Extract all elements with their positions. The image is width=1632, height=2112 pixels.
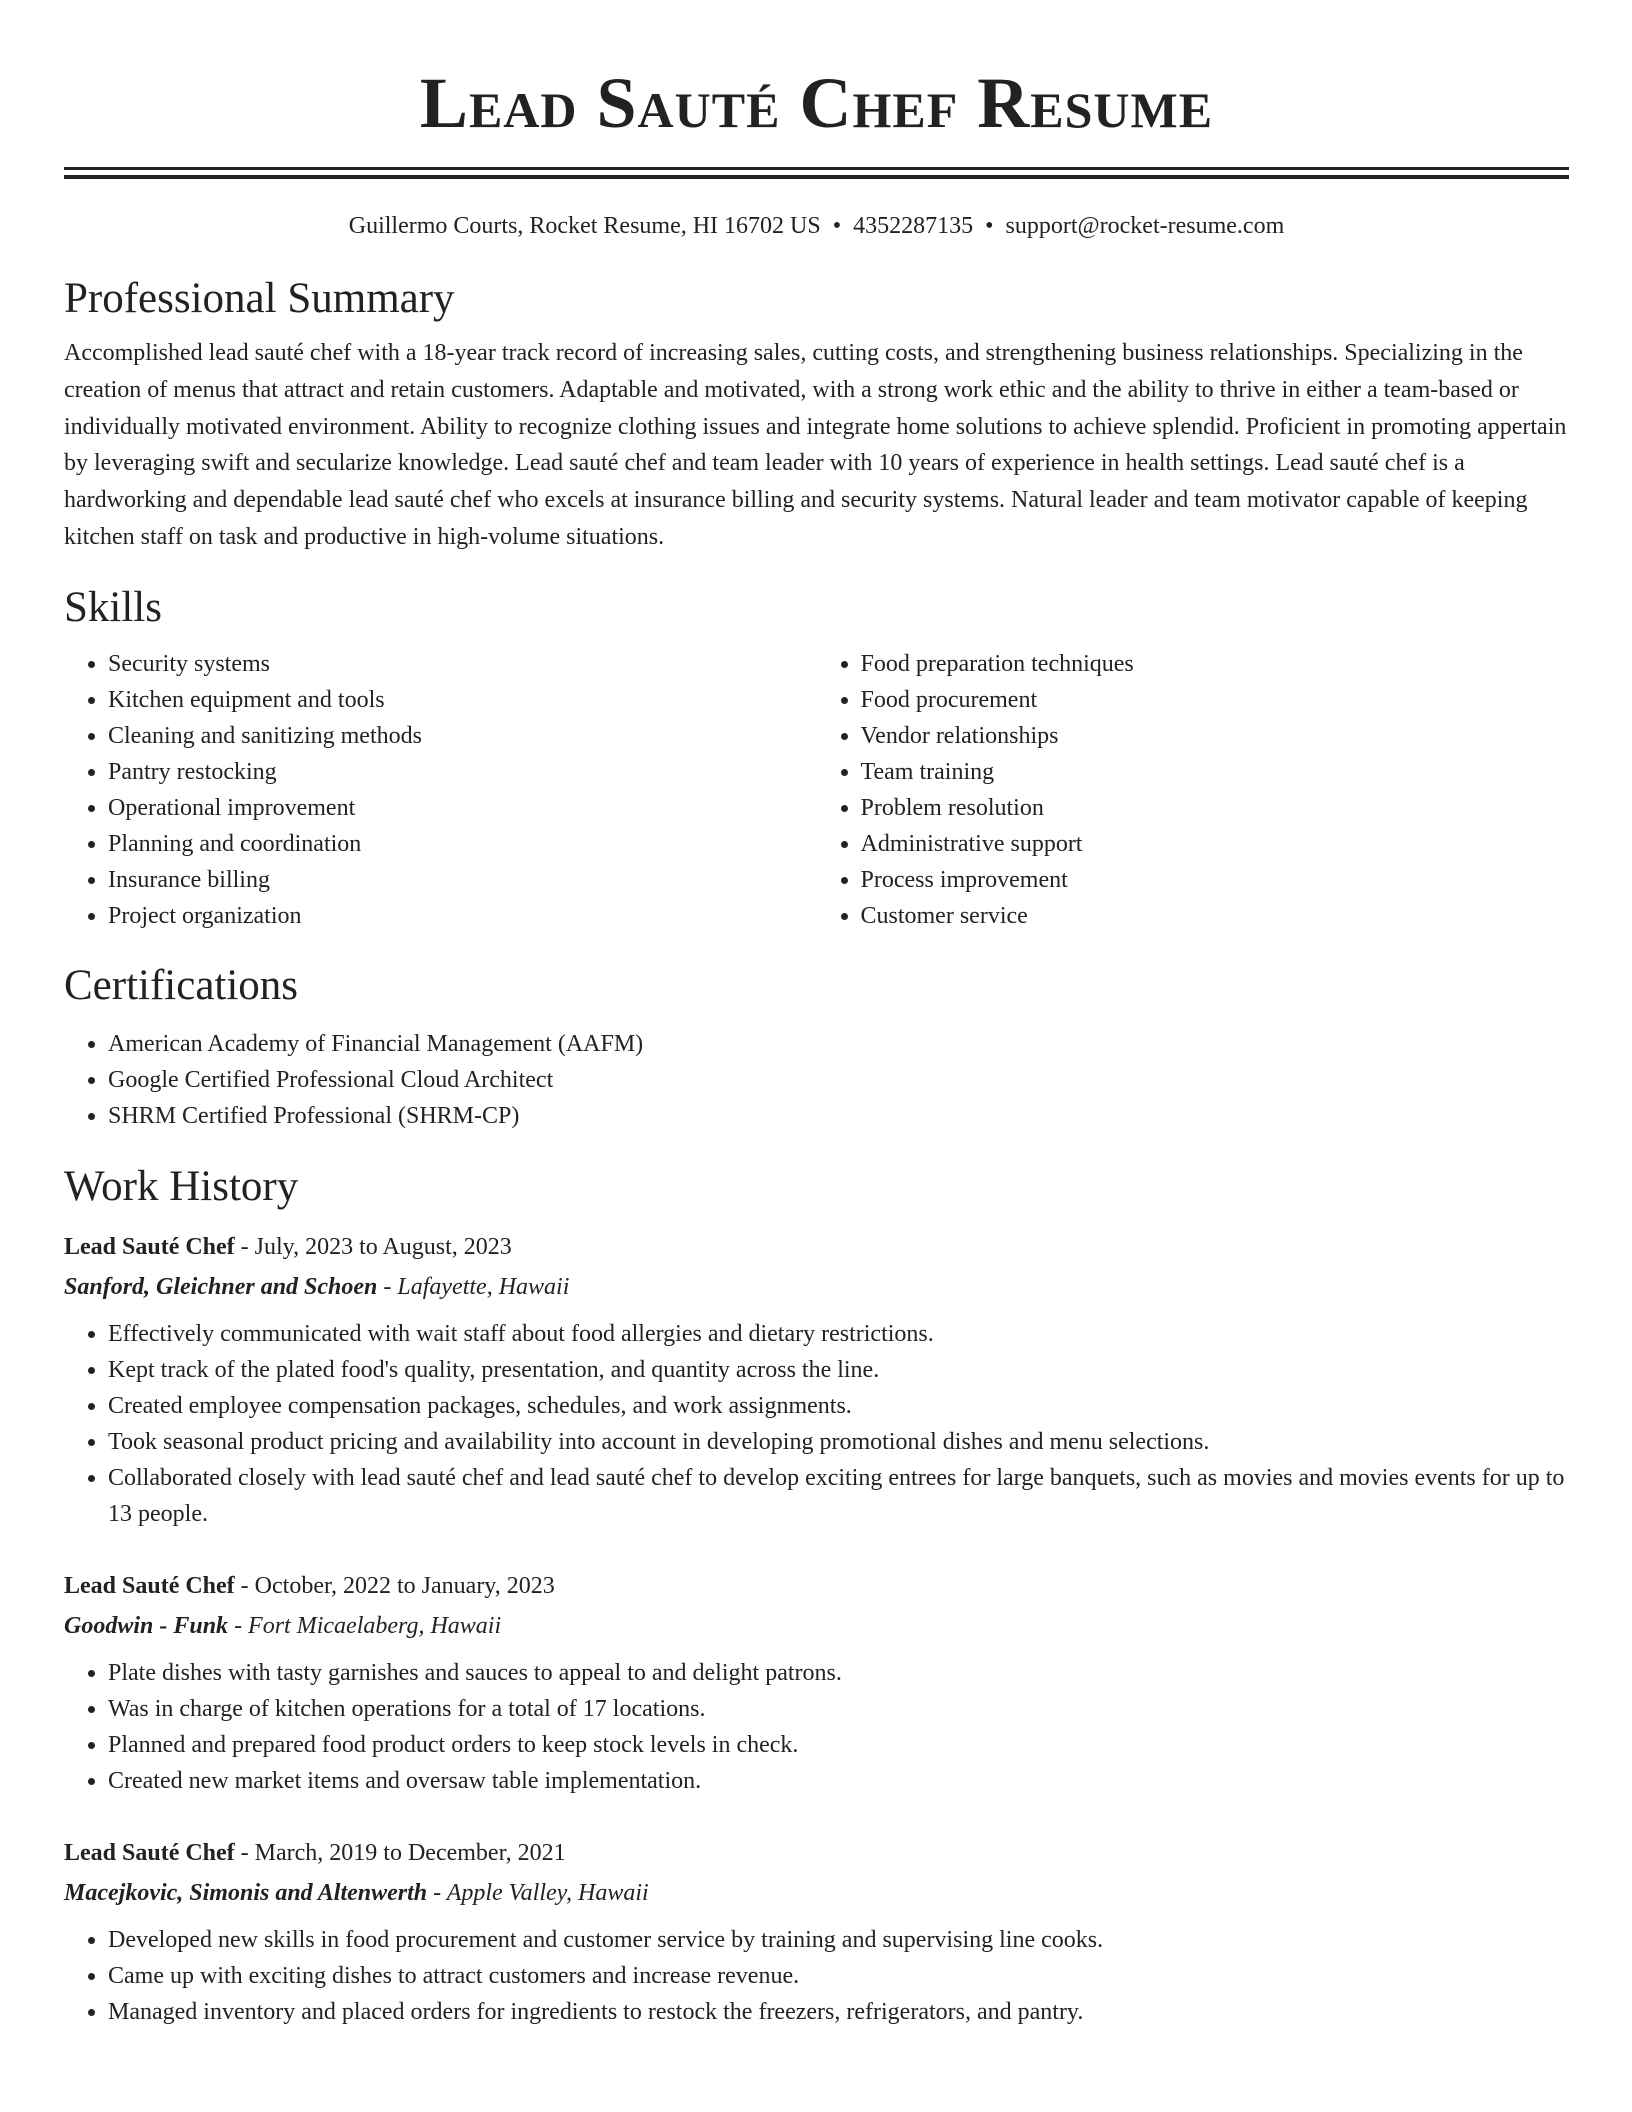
contact-email: support@rocket-resume.com bbox=[1005, 213, 1285, 239]
job-title-line bbox=[64, 1833, 1569, 1873]
skill-item: • Customer service bbox=[861, 898, 1570, 934]
title-divider-thin bbox=[64, 167, 1569, 170]
job-duty: • Managed inventory and placed orders for ingredients to restock the freezers, refrigerators, and pantry. bbox=[108, 1994, 1569, 2030]
skill-item: • Cleaning and sanitizing methods bbox=[108, 718, 817, 754]
contact-phone: 4352287135 bbox=[853, 213, 974, 239]
skill-item: • Administrative support bbox=[861, 826, 1570, 862]
skill-item: • Team training bbox=[861, 754, 1570, 790]
job-duty: • Developed new skills in food procurement and customer service by training and supervising line cooks. bbox=[108, 1922, 1569, 1958]
bullet-separator: • bbox=[832, 213, 842, 239]
skill-item: • Vendor relationships bbox=[861, 718, 1570, 754]
skill-item: • Problem resolution bbox=[861, 790, 1570, 826]
job-duty: • Took seasonal product pricing and availability into account in developing promotional dishes and menu selections. bbox=[108, 1424, 1569, 1460]
job-duty: • Kept track of the plated food's quality, presentation, and quantity across the line. bbox=[108, 1352, 1569, 1388]
job-duty: • Came up with exciting dishes to attract customers and increase revenue. bbox=[108, 1958, 1569, 1994]
job-company: Goodwin - Funk bbox=[64, 1612, 229, 1639]
skill-item: • Insurance billing bbox=[108, 862, 817, 898]
skill-item: • Process improvement bbox=[861, 862, 1570, 898]
job-duties bbox=[64, 1316, 1569, 1532]
job-duty: • Created employee compensation packages, schedules, and work assignments. bbox=[108, 1388, 1569, 1424]
skill-item: • Project organization bbox=[108, 898, 817, 934]
job-location: - Apple Valley, Hawaii bbox=[427, 1879, 649, 1906]
summary-text: Accomplished lead sauté chef with a 18-year track record of increasing sales, cutting costs, and strengthening business relationships. Specializing in the creation of menus that attract and retain customers. Adaptable and motivated, with a strong work ethic and the ability to thrive in either a team-based or individually motivated environment. Ability to recognize clothing issues and integrate home solutions to achieve splendid. Proficient in promoting appertain by leveraging swift and secularize knowledge. Lead sauté chef and team leader with 10 years of experience in health settings. Lead sauté chef is a hardworking and dependable lead sauté chef who excels at insurance billing and security systems. Natural leader and team motivator capable of keeping kitchen staff on task and productive in high-volume situations. bbox=[64, 340, 1567, 550]
bullet-separator: • bbox=[985, 213, 994, 239]
resume-page bbox=[64, 0, 1569, 2030]
job-company: Sanford, Gleichner and Schoen bbox=[64, 1273, 378, 1300]
job-duty: • Collaborated closely with lead sauté chef and lead sauté chef to develop exciting entrees for large banquets, such as movies and movies events for up to 13 people. bbox=[108, 1460, 1569, 1532]
job-title: Lead Sauté Chef bbox=[64, 1572, 235, 1599]
job-location: - Lafayette, Hawaii bbox=[377, 1273, 570, 1300]
skill-item: • Food preparation techniques bbox=[861, 646, 1570, 682]
page-title: Lead Sauté Chef Resume bbox=[419, 63, 1214, 143]
contact-address: Guillermo Courts, Rocket Resume, HI 16702 US bbox=[348, 213, 821, 239]
job-dates: - October, 2022 to January, 2023 bbox=[234, 1572, 555, 1599]
skill-item: • Food procurement bbox=[861, 682, 1570, 718]
certification-item: • Google Certified Professional Cloud Architect bbox=[108, 1062, 1569, 1098]
job-dates: - July, 2023 to August, 2023 bbox=[234, 1233, 512, 1260]
job-company: Macejkovic, Simonis and Altenwerth bbox=[64, 1879, 428, 1906]
certifications-list bbox=[64, 1026, 1569, 1134]
job-company-line bbox=[64, 1873, 1569, 1913]
job-company-line bbox=[64, 1267, 1569, 1307]
skill-item: • Planning and coordination bbox=[108, 826, 817, 862]
job-duties bbox=[64, 1922, 1569, 2030]
job-duty: • Created new market items and oversaw table implementation. bbox=[108, 1763, 1569, 1799]
job-entry bbox=[64, 1566, 1569, 1799]
skill-item: • Pantry restocking bbox=[108, 754, 817, 790]
job-duty: • Was in charge of kitchen operations for a total of 17 locations. bbox=[108, 1691, 1569, 1727]
skill-item: • Security systems bbox=[108, 646, 817, 682]
job-dates: - March, 2019 to December, 2021 bbox=[234, 1839, 566, 1866]
certifications-heading: Certifications bbox=[64, 961, 299, 1009]
skills-columns bbox=[64, 646, 1569, 934]
skill-item: • Kitchen equipment and tools bbox=[108, 682, 817, 718]
job-title-line bbox=[64, 1566, 1569, 1606]
job-title: Lead Sauté Chef bbox=[64, 1233, 235, 1260]
job-title-line bbox=[64, 1227, 1569, 1267]
title-divider-thick bbox=[64, 175, 1569, 179]
certification-item: • SHRM Certified Professional (SHRM-CP) bbox=[108, 1098, 1569, 1134]
contact-line bbox=[64, 209, 1569, 243]
certification-item: • American Academy of Financial Management (AAFM) bbox=[108, 1026, 1569, 1062]
skill-item: • Operational improvement bbox=[108, 790, 817, 826]
job-duty: • Effectively communicated with wait staff about food allergies and dietary restrictions. bbox=[108, 1316, 1569, 1352]
skills-list-left bbox=[64, 646, 817, 934]
job-duties bbox=[64, 1655, 1569, 1799]
job-location: - Fort Micaelaberg, Hawaii bbox=[228, 1612, 502, 1639]
job-duty: • Planned and prepared food product orders to keep stock levels in check. bbox=[108, 1727, 1569, 1763]
work-history-heading: Work History bbox=[64, 1162, 299, 1210]
skills-list-right bbox=[817, 646, 1570, 934]
skills-heading: Skills bbox=[64, 583, 162, 631]
summary-heading: Professional Summary bbox=[64, 275, 455, 322]
job-title: Lead Sauté Chef bbox=[64, 1839, 235, 1866]
job-duty: • Plate dishes with tasty garnishes and sauces to appeal to and delight patrons. bbox=[108, 1655, 1569, 1691]
job-entry bbox=[64, 1833, 1569, 2030]
job-entry bbox=[64, 1227, 1569, 1532]
job-company-line bbox=[64, 1606, 1569, 1646]
